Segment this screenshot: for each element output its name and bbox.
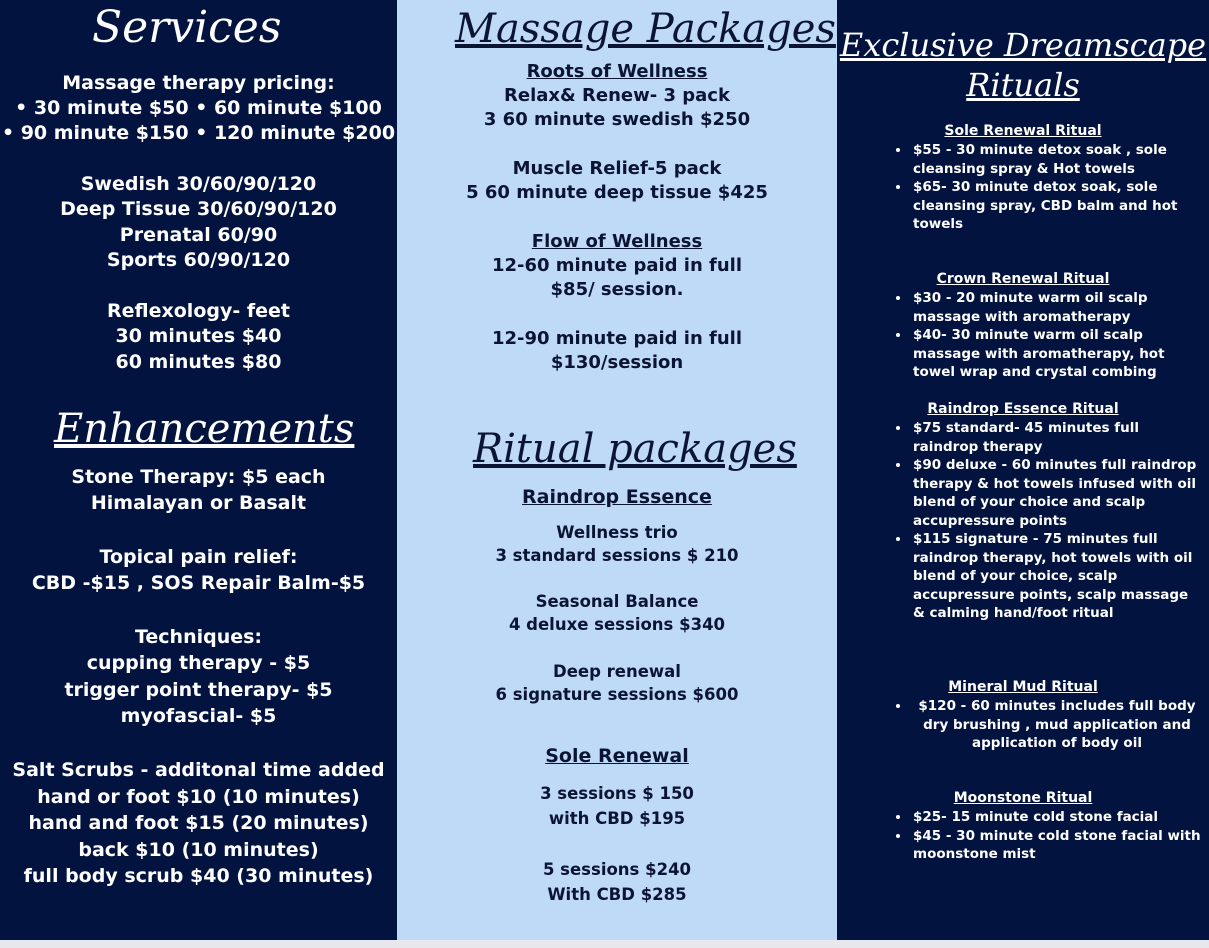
list-item: • $120 - 60 minutes includes full body dry brushing , mud application and application of body oil [911, 697, 1201, 753]
mud-ritual-list [887, 697, 1201, 753]
topical-items: CBD -$15 , SOS Repair Balm-$5 [31, 572, 366, 594]
list-item: • $90 deluxe - 60 minutes full raindrop therapy & hot towels infused with oil blend of your choice and scalp accupressure points [911, 456, 1201, 530]
pricing-heading: Massage therapy pricing: [62, 72, 335, 94]
scrub-line-3: back $10 (10 minutes) [78, 839, 319, 861]
rituals-column [837, 0, 1209, 940]
roots-heading: Roots of Wellness [526, 61, 708, 82]
raindrop-heading: Raindrop Essence [522, 486, 712, 508]
enhancements-title: Enhancements [54, 406, 355, 452]
scrub-line-1: hand or foot $10 (10 minutes) [37, 786, 360, 808]
flow1-a: 12-60 minute paid in full [491, 255, 743, 276]
scrub-line-2: hand and foot $15 (20 minutes) [28, 812, 369, 834]
seasonal-line: Seasonal Balance [535, 592, 699, 611]
sole2-cbd: With CBD $285 [547, 885, 687, 904]
massage-packages-title: Massage Packages [455, 6, 836, 52]
moonstone-ritual-list [887, 808, 1201, 864]
sole2-line: 5 sessions $240 [542, 860, 692, 879]
crown-ritual-heading: Crown Renewal Ritual [936, 271, 1110, 287]
trio-line: Wellness trio [556, 523, 678, 542]
stone-therapy-line: Stone Therapy: $5 each [71, 466, 326, 488]
myofascial-line: myofascial- $5 [120, 705, 277, 727]
seasonal-detail: 4 deluxe sessions $340 [508, 615, 726, 634]
sole-heading: Sole Renewal [545, 745, 689, 767]
list-item: • $45 - 30 minute cold stone facial with moonstone mist [911, 827, 1201, 864]
sole1-cbd: with CBD $195 [548, 809, 686, 828]
moonstone-ritual-heading: Moonstone Ritual [953, 790, 1093, 806]
scrubs-heading: Salt Scrubs - additonal time added [12, 759, 385, 781]
list-item: • $30 - 20 minute warm oil scalp massage with aromatherapy [911, 289, 1196, 326]
exclusive-title-1: Exclusive Dreamscape [839, 26, 1207, 64]
list-item: • $75 standard- 45 minutes full raindrop therapy [911, 419, 1201, 456]
raindrop-ritual-list [887, 419, 1201, 623]
relax-detail: 3 60 minute swedish $250 [483, 109, 751, 130]
list-item: • $40- 30 minute warm oil scalp massage with aromatherapy, hot towel wrap and crystal combing [911, 326, 1196, 382]
services-column [0, 0, 397, 940]
sole-ritual-list [887, 141, 1191, 234]
scrub-line-4: full body scrub $40 (30 minutes) [23, 865, 374, 887]
crown-ritual-list [887, 289, 1196, 382]
flow2-b: $130/session [550, 352, 684, 373]
sole1-line: 3 sessions $ 150 [540, 784, 694, 803]
list-item: • $55 - 30 minute detox soak , sole cleansing spray & Hot towels [911, 141, 1191, 178]
reflexology-60: 60 minutes $80 [115, 351, 282, 373]
list-item: • $115 signature - 75 minutes full raindrop therapy, hot towels with oil blend of your choice, scalp accupressure points, scalp massage & calming hand/foot ritual [911, 530, 1201, 623]
flow-heading: Flow of Wellness [531, 231, 703, 252]
list-item: • $65- 30 minute detox soak, sole cleansing spray, CBD balm and hot towels [911, 178, 1191, 234]
deep-tissue-line: Deep Tissue 30/60/90/120 [60, 198, 337, 220]
exclusive-title-2: Rituals [966, 66, 1080, 104]
cupping-line: cupping therapy - $5 [86, 652, 311, 674]
raindrop-ritual-heading: Raindrop Essence Ritual [927, 401, 1119, 417]
trigger-line: trigger point therapy- $5 [64, 679, 333, 701]
ritual-packages-title: Ritual packages [473, 426, 797, 472]
trio-detail: 3 standard sessions $ 210 [495, 546, 739, 565]
price-line-1: • 30 minute $50 • 60 minute $100 [15, 97, 382, 119]
topical-heading: Topical pain relief: [99, 546, 298, 568]
flow2-a: 12-90 minute paid in full [491, 328, 743, 349]
list-item: • $25- 15 minute cold stone facial [911, 808, 1201, 827]
muscle-line: Muscle Relief-5 pack [512, 158, 722, 179]
mud-ritual-heading: Mineral Mud Ritual [948, 679, 1098, 695]
price-line-2: • 90 minute $150 • 120 minute $200 [1, 122, 396, 144]
swedish-line: Swedish 30/60/90/120 [80, 173, 317, 195]
stone-types-line: Himalayan or Basalt [90, 492, 307, 514]
deep-detail: 6 signature sessions $600 [495, 685, 739, 704]
deep-line: Deep renewal [553, 662, 681, 681]
techniques-heading: Techniques: [134, 626, 263, 648]
reflexology-30: 30 minutes $40 [115, 325, 282, 347]
sole-ritual-heading: Sole Renewal Ritual [944, 123, 1102, 139]
relax-line: Relax& Renew- 3 pack [504, 85, 730, 106]
prenatal-line: Prenatal 60/90 [119, 224, 278, 246]
flow1-b: $85/ session. [550, 279, 684, 300]
services-title: Services [92, 2, 282, 53]
packages-column [397, 0, 837, 940]
sports-line: Sports 60/90/120 [106, 249, 291, 271]
muscle-detail: 5 60 minute deep tissue $425 [466, 182, 768, 203]
reflexology-line: Reflexology- feet [107, 300, 290, 322]
